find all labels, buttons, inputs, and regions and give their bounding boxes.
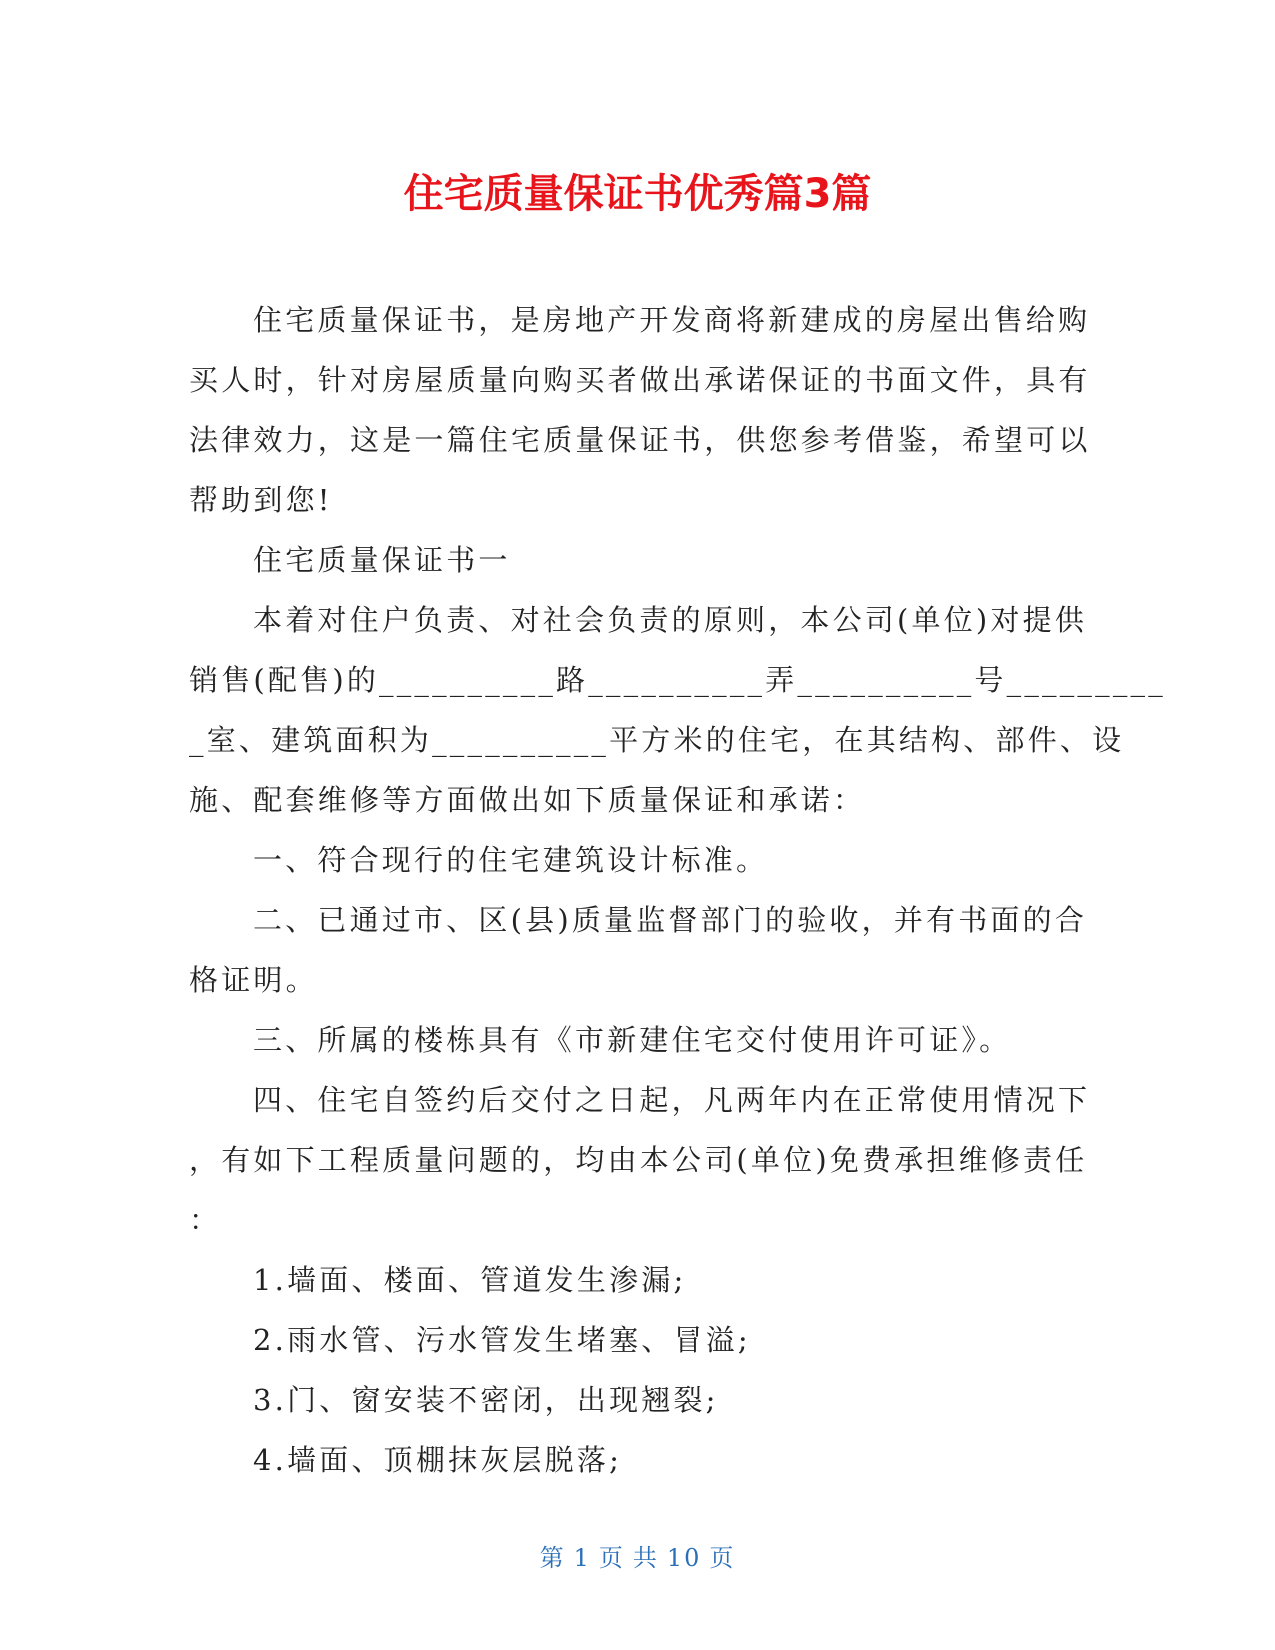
- intro-paragraph-cont: [189, 350, 1091, 530]
- sub-list-item: [189, 1430, 1059, 1490]
- text-line: 四、住宅自签约后交付之日起，凡两年内在正常使用情况下: [253, 1083, 1091, 1117]
- text-line: 一、符合现行的住宅建筑设计标准。: [253, 843, 769, 877]
- list-item: [189, 890, 1088, 950]
- text-line: 2.雨水管、污水管发生堵塞、冒溢;: [253, 1323, 751, 1357]
- text-line: 1.墙面、楼面、管道发生渗漏;: [253, 1263, 687, 1297]
- footer-total-pages: 10: [666, 1544, 702, 1572]
- text-line: ：: [189, 1203, 222, 1237]
- list-item-cont: [189, 950, 1059, 1010]
- text-line: 3.门、窗安装不密闭，出现翘裂;: [253, 1383, 719, 1417]
- document-body: [189, 290, 1166, 1490]
- sub-list-item: [189, 1250, 1059, 1310]
- page-footer: [0, 1541, 1275, 1575]
- text-line: 销售(配售)的__________路__________弄__________号_________: [189, 663, 1166, 697]
- paragraph-principle: [189, 590, 1088, 650]
- footer-prefix: 第: [539, 1544, 566, 1572]
- paragraph-principle-cont: [189, 650, 1166, 830]
- list-item: [189, 1010, 1059, 1070]
- text-line: ，有如下工程质量问题的，均由本公司(单位)免费承担维修责任: [189, 1143, 1088, 1177]
- text-line: 本着对住户负责、对社会负责的原则，本公司(单位)对提供: [253, 603, 1088, 637]
- text-line: 三、所属的楼栋具有《市新建住宅交付使用许可证》。: [253, 1023, 1012, 1057]
- text-line: 住宅质量保证书，是房地产开发商将新建成的房屋出售给购: [253, 303, 1091, 337]
- footer-current-page: 1: [573, 1544, 591, 1572]
- sub-list-item: [189, 1370, 1059, 1430]
- footer-mid2: 共: [632, 1544, 659, 1572]
- text-line: 住宅质量保证书一: [253, 543, 511, 577]
- text-line: _室、建筑面积为__________平方米的住宅，在其结构、部件、设: [189, 723, 1125, 757]
- text-line: 法律效力，这是一篇住宅质量保证书，供您参考借鉴，希望可以: [189, 423, 1091, 457]
- footer-suffix: 页: [709, 1544, 736, 1572]
- text-line: 买人时，针对房屋质量向购买者做出承诺保证的书面文件，具有: [189, 363, 1091, 397]
- text-line: 施、配套维修等方面做出如下质量保证和承诺：: [189, 783, 866, 817]
- text-line: 4.墙面、顶棚抹灰层脱落;: [253, 1443, 623, 1477]
- list-item: [189, 1070, 1091, 1130]
- text-line: 二、已通过市、区(县)质量监督部门的验收，并有书面的合: [253, 903, 1088, 937]
- list-item: [189, 830, 1059, 890]
- list-item-cont: [189, 1130, 1088, 1250]
- document-title: 住宅质量保证书优秀篇3篇: [403, 171, 872, 217]
- sub-list-item: [189, 1310, 1059, 1370]
- intro-paragraph: [189, 290, 1091, 350]
- footer-mid1: 页: [598, 1544, 625, 1572]
- text-line: 帮助到您!: [189, 483, 333, 517]
- text-line: 格证明。: [189, 963, 318, 997]
- section-heading: [189, 530, 1059, 590]
